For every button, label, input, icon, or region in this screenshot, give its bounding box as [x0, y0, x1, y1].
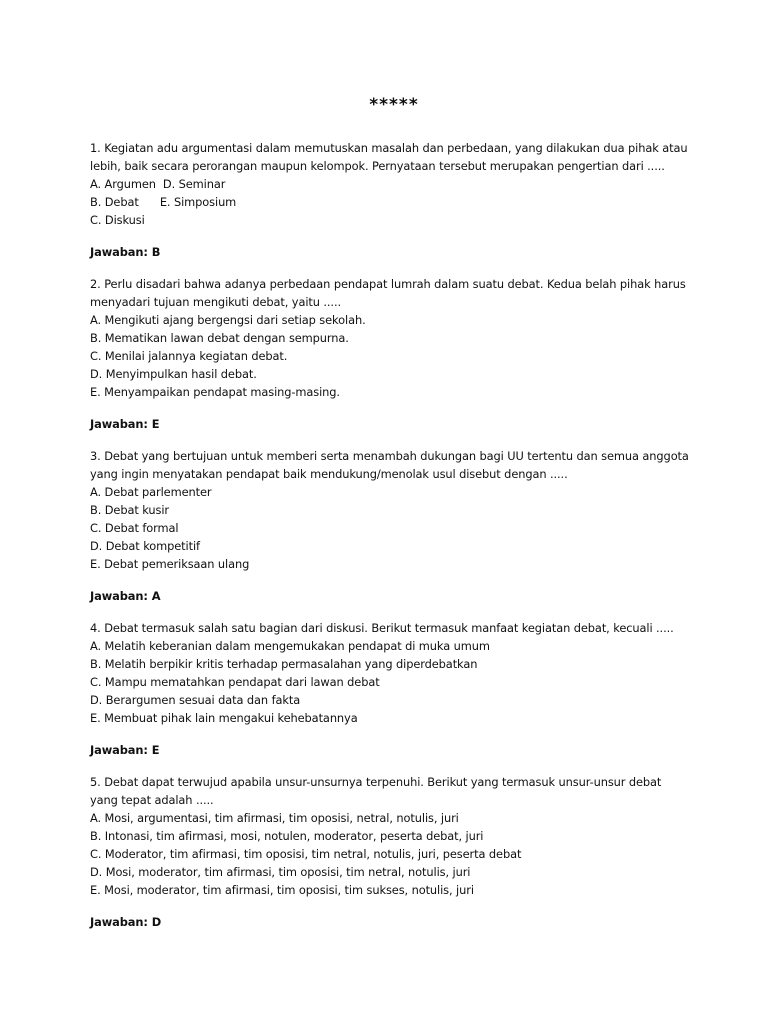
question-text: 4. Debat termasuk salah satu bagian dari diskusi. Berikut termasuk manfaat kegiatan debat, kecuali ..... — [90, 621, 674, 635]
option: D. Mosi, moderator, tim afirmasi, tim oposisi, tim netral, notulis, juri — [90, 865, 471, 879]
option: C. Mampu mematahkan pendapat dari lawan debat — [90, 675, 380, 689]
option: B. Debat kusir — [90, 503, 169, 517]
question-text: 2. Perlu disadari bahwa adanya perbedaan pendapat lumrah dalam suatu debat. Kedua belah pihak harus menyadari tujuan mengikuti debat, yaitu ..... — [90, 277, 686, 309]
answer-label: Jawaban: E — [90, 417, 160, 431]
question-text: 5. Debat dapat terwujud apabila unsur-unsurnya terpenuhi. Berikut yang termasuk unsur-unsur debat yang tepat adalah ..... — [90, 775, 662, 807]
page-heading: ***** — [369, 95, 419, 115]
option: C. Moderator, tim afirmasi, tim oposisi, tim netral, notulis, juri, peserta debat — [90, 847, 522, 861]
option: A. Mengikuti ajang bergengsi dari setiap sekolah. — [90, 313, 366, 327]
option: A. Argumen D. Seminar — [90, 177, 226, 191]
option: D. Berargumen sesuai data dan fakta — [90, 693, 301, 707]
answer-label: Jawaban: E — [90, 743, 160, 757]
option: D. Debat kompetitif — [90, 539, 200, 553]
option: E. Menyampaikan pendapat masing-masing. — [90, 385, 340, 399]
question-text: 3. Debat yang bertujuan untuk memberi serta menambah dukungan bagi UU tertentu dan semua anggota yang ingin menyatakan pendapat baik mendukung/menolak usul disebut dengan ..... — [90, 449, 689, 481]
document-page — [90, 92, 690, 945]
option: E. Debat pemeriksaan ulang — [90, 557, 250, 571]
option: A. Mosi, argumentasi, tim afirmasi, tim oposisi, netral, notulis, juri — [90, 811, 459, 825]
option: B. Debat E. Simposium — [90, 195, 237, 209]
option: B. Melatih berpikir kritis terhadap permasalahan yang diperdebatkan — [90, 657, 478, 671]
option: C. Menilai jalannya kegiatan debat. — [90, 349, 288, 363]
question-1 — [90, 139, 690, 261]
answer-label: Jawaban: D — [90, 915, 162, 929]
option: D. Menyimpulkan hasil debat. — [90, 367, 257, 381]
option: C. Debat formal — [90, 521, 179, 535]
question-5 — [90, 773, 690, 931]
answer-label: Jawaban: A — [90, 589, 161, 603]
question-3 — [90, 447, 690, 605]
option: E. Membuat pihak lain mengakui kehebatannya — [90, 711, 358, 725]
question-4 — [90, 619, 690, 759]
option: E. Mosi, moderator, tim afirmasi, tim oposisi, tim sukses, notulis, juri — [90, 883, 474, 897]
option: A. Debat parlementer — [90, 485, 212, 499]
answer-label: Jawaban: B — [90, 245, 161, 259]
option: C. Diskusi — [90, 213, 145, 227]
question-2 — [90, 275, 690, 433]
option: B. Intonasi, tim afirmasi, mosi, notulen, moderator, peserta debat, juri — [90, 829, 484, 843]
option: B. Mematikan lawan debat dengan sempurna. — [90, 331, 349, 345]
option: A. Melatih keberanian dalam mengemukakan pendapat di muka umum — [90, 639, 490, 653]
question-text: 1. Kegiatan adu argumentasi dalam memutuskan masalah dan perbedaan, yang dilakukan dua pihak atau lebih, baik secara perorangan maupun kelompok. Pernyataan tersebut merupakan pengertian dari ..... — [90, 141, 688, 173]
